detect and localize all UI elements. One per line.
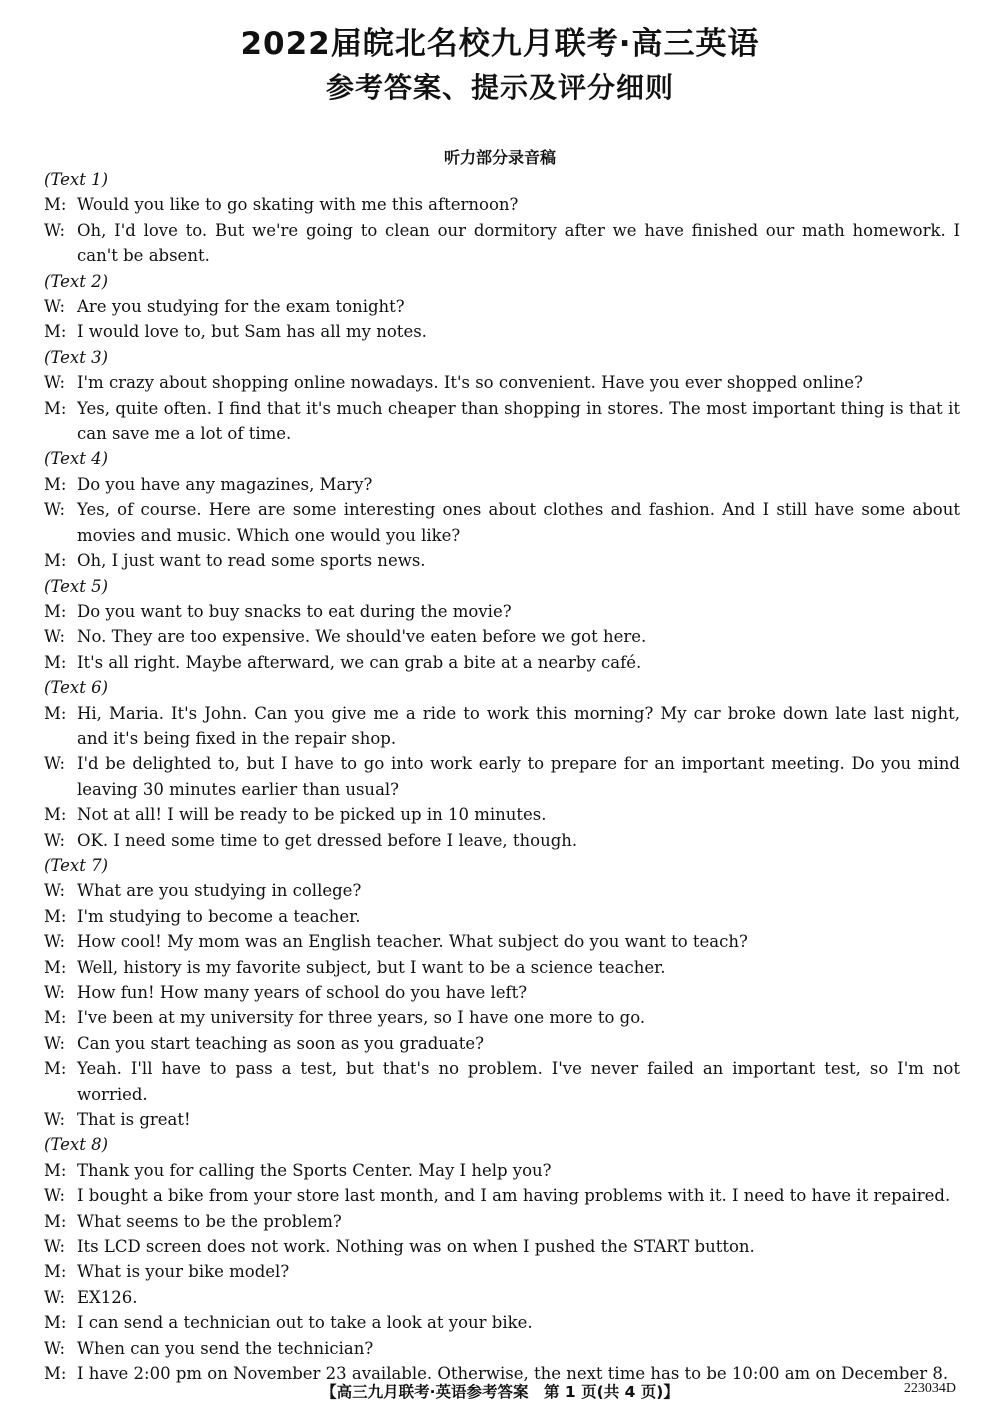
dialogue-line — [44, 980, 960, 1005]
speaker-tag: M: — [44, 1059, 67, 1079]
utterance-text: Not at all! I will be ready to be picked up in 10 minutes. — [77, 805, 547, 825]
document-subtitle: 参考答案、提示及评分细则 — [325, 71, 674, 104]
dialogue-line — [44, 828, 960, 853]
dialogue-line — [44, 1158, 960, 1183]
speaker-tag: W: — [44, 627, 66, 647]
text-label-text: (Text 7) — [44, 855, 109, 875]
text-label — [44, 675, 960, 700]
speaker-tag: W: — [44, 1237, 66, 1257]
speaker-tag: M: — [44, 1160, 67, 1180]
text-label-text: (Text 4) — [44, 449, 109, 469]
speaker-tag: M: — [44, 1211, 67, 1231]
dialogue-line — [44, 624, 960, 649]
dialogue-line — [44, 218, 960, 269]
speaker-tag: W: — [44, 1287, 66, 1307]
page-footer: 【高三九月联考·英语参考答案 第 1 页(共 4 页)】 — [321, 1383, 679, 1401]
text-label-text: (Text 5) — [44, 576, 109, 596]
dialogue-line — [44, 1107, 960, 1132]
speaker-tag: W: — [44, 220, 66, 240]
utterance-text: Yeah. I'll have to pass a test, but that's no problem. I've never failed an important test, so I'm not worried. — [77, 1059, 960, 1104]
text-label — [44, 345, 960, 370]
dialogue-line — [44, 751, 960, 802]
utterance-text: I'd be delighted to, but I have to go into work early to prepare for an important meeting. Do you mind leaving 30 minutes earlier than usual? — [77, 754, 960, 799]
text-label — [44, 167, 960, 192]
dialogue-line — [44, 396, 960, 447]
utterance-text: How fun! How many years of school do you have left? — [77, 983, 528, 1002]
utterance-text: EX126. — [77, 1287, 138, 1307]
text-label — [44, 853, 960, 878]
text-label — [44, 446, 960, 471]
dialogue-line — [44, 1209, 960, 1234]
dialogue-line — [44, 955, 960, 980]
utterance-text: Hi, Maria. It's John. Can you give me a ride to work this morning? My car broke down late last night, and it's being fixed in the repair shop. — [77, 703, 960, 748]
dialogue-line — [44, 904, 960, 929]
utterance-text: Are you studying for the exam tonight? — [77, 297, 405, 317]
utterance-text: Oh, I just want to read some sports news. — [77, 551, 426, 571]
dialogue-line — [44, 370, 960, 395]
speaker-tag: M: — [44, 601, 67, 621]
utterance-text: Do you want to buy snacks to eat during the movie? — [77, 601, 512, 621]
utterance-text: No. They are too expensive. We should've eaten before we got here. — [77, 627, 647, 647]
dialogue-line — [44, 1031, 960, 1056]
utterance-text: I've been at my university for three years, so I have one more to go. — [77, 1008, 646, 1028]
dialogue-line — [44, 802, 960, 827]
speaker-tag: W: — [44, 297, 66, 317]
text-label-text: (Text 3) — [44, 347, 109, 367]
dialogue-line — [44, 319, 960, 344]
dialogue-line — [44, 1336, 960, 1361]
section-heading: 听力部分录音稿 — [443, 148, 556, 167]
dialogue-line — [44, 497, 960, 548]
speaker-tag: M: — [44, 195, 67, 215]
text-label-text: (Text 6) — [44, 678, 109, 698]
dialogue-line — [44, 1259, 960, 1284]
utterance-text: Would you like to go skating with me this afternoon? — [77, 195, 519, 215]
utterance-text: Well, history is my favorite subject, but I want to be a science teacher. — [77, 957, 666, 977]
speaker-tag: M: — [44, 957, 67, 977]
speaker-tag: W: — [44, 754, 66, 774]
dialogue-line — [44, 1234, 960, 1259]
utterance-text: That is great! — [77, 1110, 191, 1130]
speaker-tag: W: — [44, 1033, 66, 1053]
speaker-tag: W: — [44, 983, 66, 1002]
utterance-text: Yes, of course. Here are some interesting ones about clothes and fashion. And I still have some about movies and music. Which one would you like? — [77, 500, 960, 545]
text-label — [44, 574, 960, 599]
utterance-text: Thank you for calling the Sports Center. May I help you? — [77, 1160, 552, 1180]
dialogue-line — [44, 701, 960, 752]
utterance-text: When can you send the technician? — [77, 1338, 374, 1358]
speaker-tag: M: — [44, 474, 67, 494]
speaker-tag: W: — [44, 830, 66, 850]
speaker-tag: M: — [44, 906, 67, 926]
dialogue-line — [44, 650, 960, 675]
speaker-tag: W: — [44, 1186, 66, 1206]
speaker-tag: M: — [44, 1313, 67, 1333]
speaker-tag: W: — [44, 373, 66, 393]
speaker-tag: W: — [44, 1110, 66, 1130]
utterance-text: What is your bike model? — [77, 1262, 290, 1282]
dialogue-line — [44, 1285, 960, 1310]
utterance-text: Its LCD screen does not work. Nothing was on when I pushed the START button. — [77, 1237, 755, 1257]
speaker-tag: M: — [44, 805, 67, 825]
speaker-tag: M: — [44, 322, 67, 342]
dialogue-line — [44, 1005, 960, 1030]
document-title: 2022届皖北名校九月联考·高三英语 — [240, 26, 760, 62]
dialogue-line — [44, 294, 960, 319]
dialogue-line — [44, 1183, 960, 1208]
speaker-tag: M: — [44, 1008, 67, 1028]
dialogue-line — [44, 878, 960, 903]
utterance-text: I have 2:00 pm on November 23 available. Otherwise, the next time has to be 10:00 am on December 8. — [77, 1364, 949, 1384]
speaker-tag: M: — [44, 1364, 67, 1384]
utterance-text: Oh, I'd love to. But we're going to clean our dormitory after we have finished our math homework. I can't be absent. — [77, 220, 960, 266]
footer-code: 223034D — [903, 1381, 956, 1396]
utterance-text: How cool! My mom was an English teacher. What subject do you want to teach? — [77, 932, 748, 952]
utterance-text: I'm crazy about shopping online nowadays. It's so convenient. Have you ever shopped online? — [77, 373, 863, 393]
speaker-tag: M: — [44, 398, 67, 418]
utterance-text: I bought a bike from your store last month, and I am having problems with it. I need to have it repaired. — [77, 1186, 951, 1206]
dialogue-line — [44, 192, 960, 217]
dialogue-line — [44, 472, 960, 497]
speaker-tag: M: — [44, 703, 67, 723]
utterance-text: Can you start teaching as soon as you graduate? — [77, 1033, 484, 1053]
speaker-tag: M: — [44, 652, 67, 672]
dialogue-line — [44, 1310, 960, 1335]
speaker-tag: W: — [44, 881, 66, 901]
text-label-text: (Text 8) — [44, 1135, 109, 1155]
text-label — [44, 269, 960, 294]
utterance-text: Do you have any magazines, Mary? — [77, 474, 373, 494]
utterance-text: I'm studying to become a teacher. — [77, 906, 361, 926]
utterance-text: Yes, quite often. I find that it's much cheaper than shopping in stores. The most important thing is that it can save me a lot of time. — [77, 398, 960, 444]
speaker-tag: W: — [44, 1338, 66, 1358]
dialogue-line — [44, 1056, 960, 1107]
text-label — [44, 1132, 960, 1157]
speaker-tag: M: — [44, 551, 67, 571]
transcript-body — [44, 167, 960, 1387]
utterance-text: What seems to be the problem? — [77, 1211, 342, 1231]
utterance-text: What are you studying in college? — [77, 881, 362, 901]
dialogue-line — [44, 548, 960, 573]
text-label-text: (Text 2) — [44, 271, 109, 291]
dialogue-line — [44, 929, 960, 954]
dialogue-line — [44, 599, 960, 624]
utterance-text: It's all right. Maybe afterward, we can grab a bite at a nearby café. — [77, 652, 642, 672]
utterance-text: OK. I need some time to get dressed before I leave, though. — [77, 830, 578, 850]
speaker-tag: W: — [44, 500, 66, 520]
speaker-tag: M: — [44, 1262, 67, 1282]
utterance-text: I would love to, but Sam has all my notes. — [77, 322, 427, 342]
speaker-tag: W: — [44, 932, 66, 952]
text-label-text: (Text 1) — [44, 170, 109, 189]
utterance-text: I can send a technician out to take a look at your bike. — [77, 1313, 533, 1333]
